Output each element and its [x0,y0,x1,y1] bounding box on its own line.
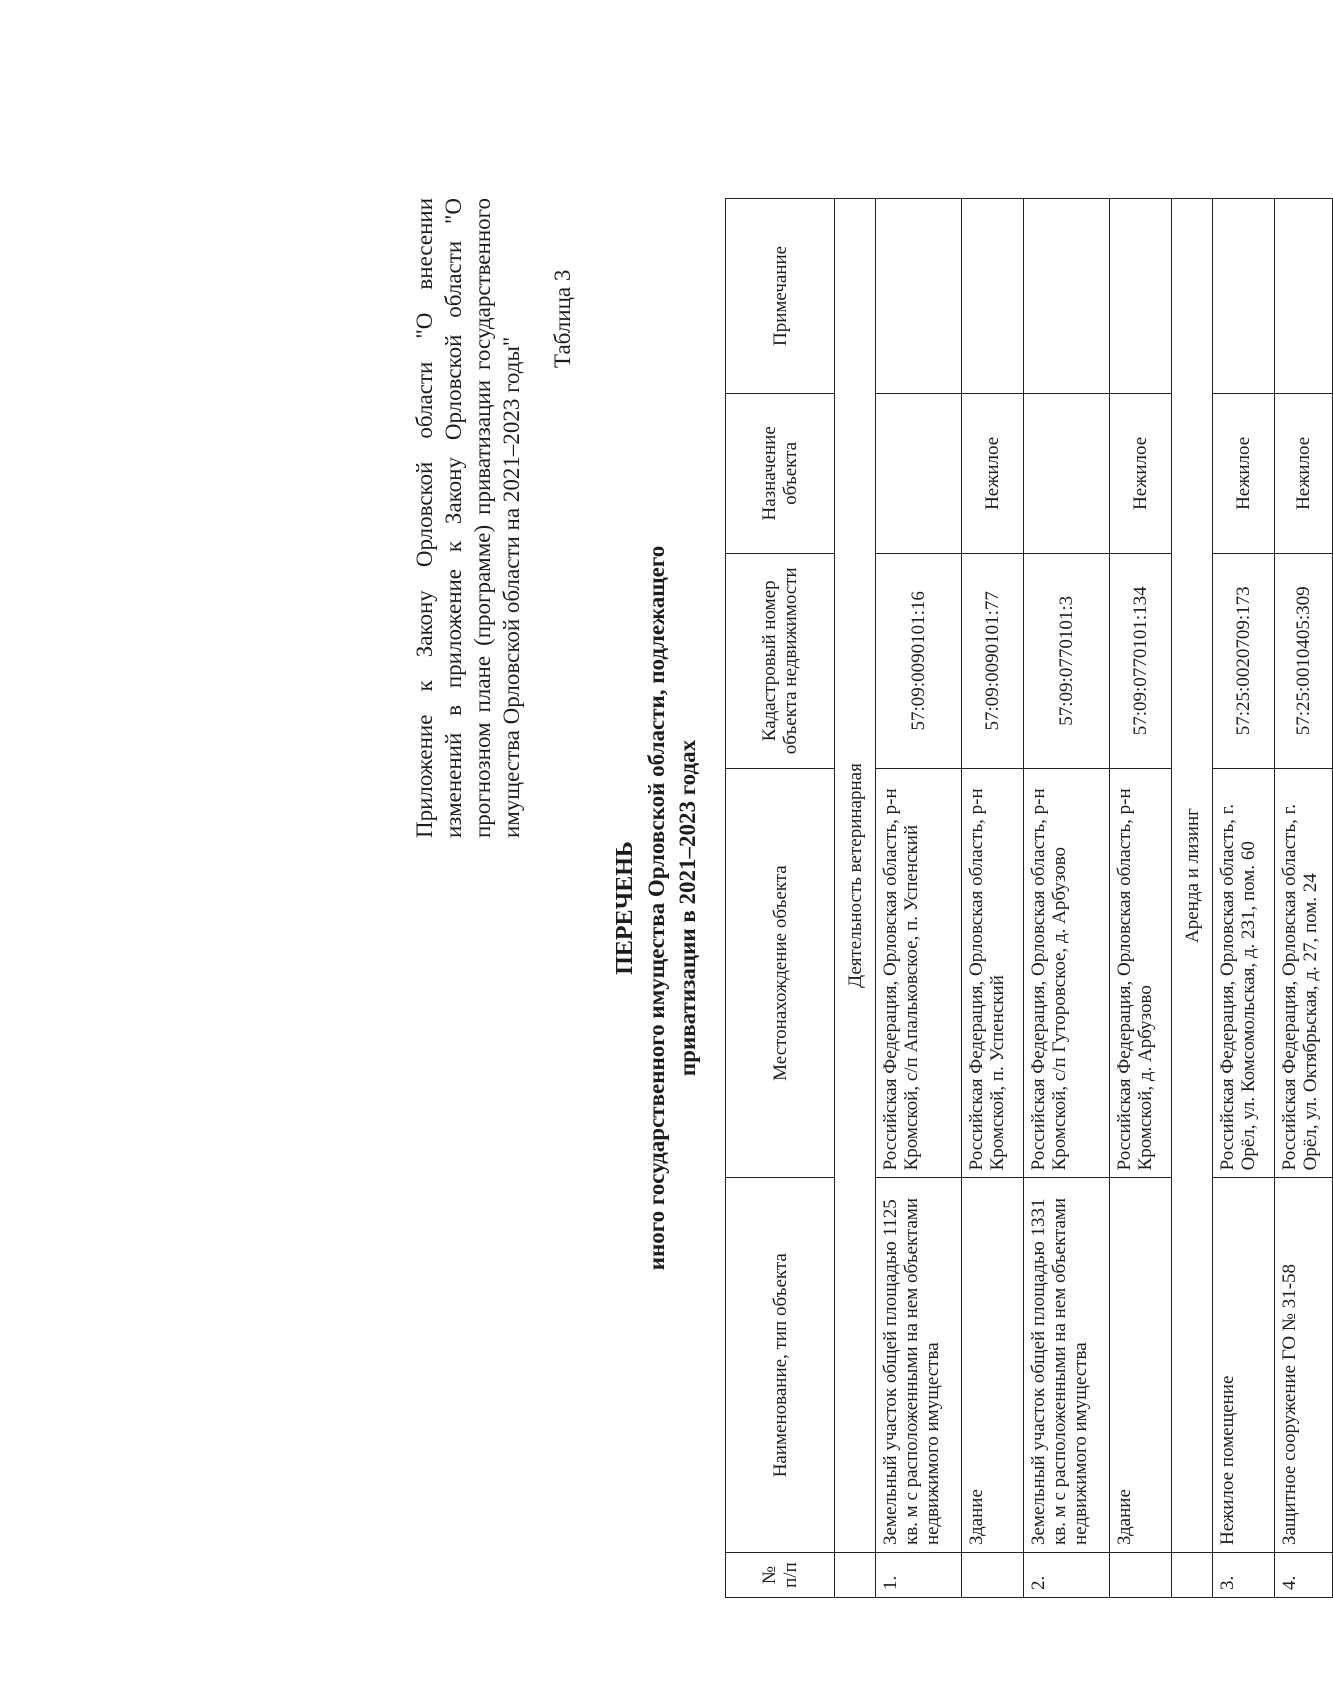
table-row [1024,199,1110,1598]
cell-location: Российская Федерация, Орловская область, г. Орёл, ул. Октябрьская, д. 27, пом. 24 [1275,768,1333,1178]
header-cadastral: Кадастровый номер объекта недвижимости [726,553,835,768]
cell-note [1275,199,1333,394]
property-table [725,198,1333,1598]
header-name: Наименование, тип объекта [726,1178,835,1553]
cell-purpose [876,393,962,553]
cell-num: 4. [1275,1553,1333,1598]
cell-note [1213,199,1275,394]
cell-note [962,199,1024,394]
title-line-1: ПЕРЕЧЕНЬ [612,841,638,975]
cell-cadastral: 57:25:0010405:309 [1275,553,1333,768]
table-row [1213,199,1275,1598]
cell-note [1024,199,1110,394]
cell-purpose: Нежилое [1110,393,1172,553]
cell-purpose: Нежилое [1275,393,1333,553]
cell-num: 1. [876,1553,962,1598]
cell-location: Российская Федерация, Орловская область, р-н Кромской, д. Арбузово [1110,768,1172,1178]
cell-note [876,199,962,394]
section-row [1172,199,1213,1598]
cell-location: Российская Федерация, Орловская область, р-н Кромской, с/п Гуторовское, д. Арбузово [1024,768,1110,1178]
cell-name: Нежилое помещение [1213,1178,1275,1553]
cell-num [1110,1553,1172,1598]
cell-location: Российская Федерация, Орловская область, г. Орёл, ул. Комсомольская, д. 231, пом. 60 [1213,768,1275,1178]
section-row [835,199,876,1598]
cell-location: Российская Федерация, Орловская область, р-н Кромской, с/п Апальковское, п. Успенский [876,768,962,1178]
cell-purpose: Нежилое [1213,393,1275,553]
title-line-3: приватизации в 2021–2023 годах [675,739,700,1077]
table-number: Таблица 3 [550,269,575,368]
cell-purpose: Нежилое [962,393,1024,553]
cell-cadastral: 57:09:0770101:134 [1110,553,1172,768]
cell-note [1110,199,1172,394]
rotated-document-page [370,138,1330,1678]
header-location: Местонахождение объекта [726,768,835,1178]
header-num: № п/п [726,1553,835,1598]
cell-num [962,1553,1024,1598]
document-title [610,138,703,1678]
section-lease: Аренда и лизинг [1172,199,1213,1553]
table-row [962,199,1024,1598]
cell-cadastral: 57:09:0770101:3 [1024,553,1110,768]
cell-num: 3. [1213,1553,1275,1598]
section-veterinary: Деятельность ветеринарная [835,199,876,1553]
appendix-heading: Приложение к Закону Орловской области "О внесении изменений в приложение к Закону Орловской области "О прогнозном плане (программе) приватизации государственного имущества Орловской области на 2021–2023 годы" [412,198,524,838]
cell-num: 2. [1024,1553,1110,1598]
table-row [876,199,962,1598]
cell-cadastral: 57:09:0090101:77 [962,553,1024,768]
cell-location: Российская Федерация, Орловская область, р-н Кромской, п. Успенский [962,768,1024,1178]
table-row [1275,199,1333,1598]
cell-name: Земельный участок общей площадью 1125 кв. м с расположенными на нем объектами недвижимого имущества [876,1178,962,1553]
title-line-2: иного государственного имущества Орловской области, подлежащего [644,545,669,1271]
cell-name: Защитное сооружение ГО № 31-58 [1275,1178,1333,1553]
cell-name: Здание [1110,1178,1172,1553]
cell-purpose [1024,393,1110,553]
cell-cadastral: 57:25:0020709:173 [1213,553,1275,768]
cell-name: Здание [962,1178,1024,1553]
table-row [1110,199,1172,1598]
header-purpose: Назначение объекта [726,393,835,553]
cell-name: Земельный участок общей площадью 1331 кв. м с расположенными на нем объектами недвижимого имущества [1024,1178,1110,1553]
header-note: Примечание [726,199,835,394]
header-row [726,199,835,1598]
cell-cadastral: 57:09:0090101:16 [876,553,962,768]
